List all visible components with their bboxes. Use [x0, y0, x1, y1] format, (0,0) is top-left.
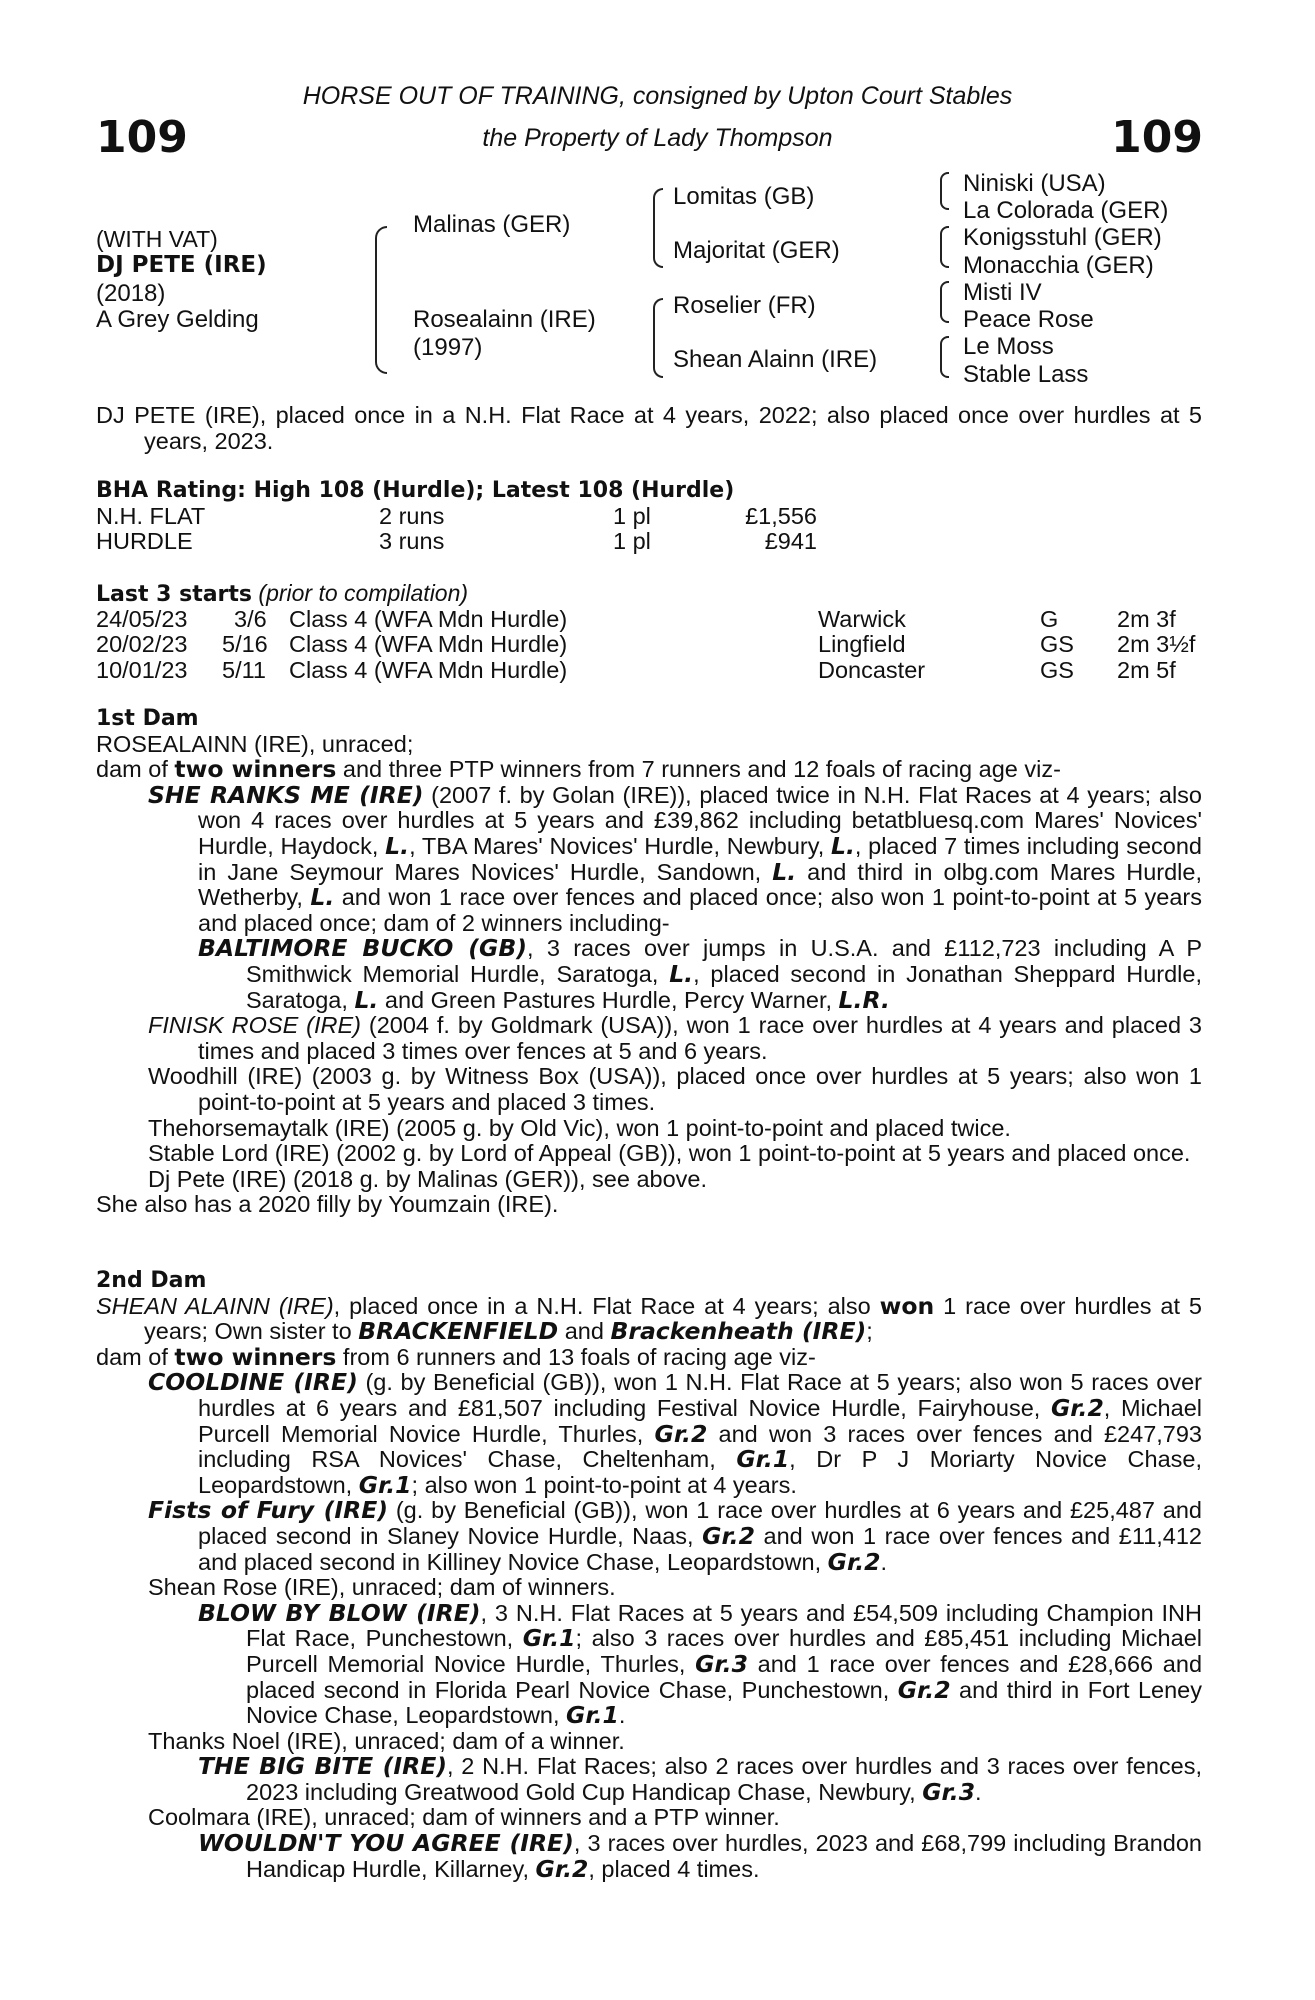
produce-thanks-noel: Thanks Noel (IRE), unraced; dam of a winner. — [148, 1727, 625, 1754]
start-distance: 2m 3½f — [1117, 631, 1196, 657]
produce-text: , 3 races over hurdles, 2023 and £68,799 including Brandon Handicap Hurdle, Killarney, — [246, 1830, 1202, 1882]
race-grade: L. — [772, 857, 797, 886]
start-going: GS — [1040, 657, 1074, 683]
pedigree-g3: Konigsstuhl (GER) — [963, 224, 1162, 251]
produce-baltimore-bucko — [198, 936, 1202, 1013]
rating-runs: 2 runs — [379, 503, 445, 529]
race-grade: Gr.2 — [827, 1547, 881, 1576]
first-dam-title: 1st Dam — [96, 706, 199, 731]
last-starts-note: (prior to compilation) — [258, 580, 469, 606]
pedigree-sire: Malinas (GER) — [413, 211, 571, 238]
produce-text: (2007 f. by Golan (IRE)), placed twice in N.H. Flat Races at 4 years; also won 4 races over hurdles at 5 years and £39,862 including betatbluesq.com Mares' Novices' Hurdle, Haydock, — [198, 781, 1202, 859]
pedigree-brace-g1 — [940, 172, 949, 210]
horse-name: DJ PETE (IRE) — [96, 252, 267, 278]
second-dam-section — [96, 1268, 1202, 1882]
race-grade: Gr.1 — [566, 1701, 619, 1730]
produce-fists-of-fury — [148, 1498, 1202, 1575]
produce-stable-lord: Stable Lord (IRE) (2002 g. by Lord of Appeal (GB)), won 1 point-to-point at 5 years and placed once. — [148, 1140, 1191, 1167]
race-grade: Gr.3 — [695, 1649, 748, 1678]
lot-number-right: 109 — [1111, 112, 1203, 163]
produce-wouldnt-you-agree — [198, 1831, 1202, 1882]
horse-name: BLOW BY BLOW (IRE) — [198, 1598, 481, 1627]
pedigree-g7: Le Moss — [963, 333, 1054, 360]
race-grade: Gr.1 — [358, 1470, 412, 1499]
race-grade: L. — [354, 985, 379, 1014]
race-grade: Gr.3 — [922, 1777, 976, 1806]
horse-year: (2018) — [96, 280, 166, 307]
summary — [96, 403, 1202, 454]
horse-name: BALTIMORE BUCKO (GB) — [198, 934, 527, 963]
produce-text: and third in Fort Leney Novice Chase, Leopardstown, — [246, 1676, 1202, 1729]
pedigree-brace-g3 — [940, 281, 949, 323]
produce-cooldine — [148, 1370, 1202, 1498]
race-grade: Gr.2 — [535, 1854, 589, 1883]
winners-count: two winners — [174, 755, 337, 784]
produce-text: , 3 races over jumps in U.S.A. and £112,723 including A P Smithwick Memorial Hurdle, Saratoga, — [246, 935, 1203, 987]
start-distance: 2m 3f — [1117, 606, 1176, 632]
produce-text: and 1 race over fences and £28,666 and placed second in Florida Pearl Novice Chase, Punchestown, — [246, 1650, 1203, 1703]
race-grade: L. — [385, 831, 410, 860]
first-dam-intro — [96, 757, 1202, 783]
produce-text: (g. by Beneficial (GB)), won 1 race over hurdles at 6 years and £25,487 and placed second in Slaney Novice Hurdle, Naas, — [198, 1497, 1202, 1549]
produce-text: ; — [866, 1318, 873, 1345]
pedigree-g1: Niniski (USA) — [963, 170, 1106, 197]
horse-name: SHE RANKS ME (IRE) — [148, 780, 424, 809]
produce-text: and won 1 race over fences and £11,412 and placed second in Killiney Novice Chase, Leopardstown, — [198, 1522, 1203, 1575]
intro-text: dam of — [96, 756, 175, 783]
horse-name: COOLDINE (IRE) — [148, 1368, 358, 1397]
start-course: Lingfield — [818, 631, 906, 657]
intro-text: from 6 runners and 13 foals of racing age viz- — [336, 1343, 816, 1370]
first-dam-also: She also has a 2020 filly by Youmzain (IRE). — [96, 1191, 559, 1218]
start-race: Class 4 (WFA Mdn Hurdle) — [289, 631, 568, 657]
produce-the-big-bite — [198, 1754, 1202, 1805]
produce-text: , placed 7 times including second in Jane Seymour Mares Novices' Hurdle, Sandown, — [198, 832, 1202, 885]
horse-name: Brackenheath (IRE) — [610, 1317, 867, 1346]
second-dam-title: 2nd Dam — [96, 1268, 207, 1293]
produce-text: , 3 N.H. Flat Races at 5 years and £54,509 including Champion INH Flat Race, Punchestown, — [246, 1599, 1202, 1652]
horse-name: FINISK ROSE (IRE) — [148, 1012, 361, 1039]
start-course: Warwick — [818, 606, 906, 632]
header-property: the Property of Lady Thompson — [482, 124, 833, 152]
produce-text: and won 1 race over fences and placed once; also won 1 point-to-point at 5 years and placed once; dam of 2 winners including- — [198, 884, 1202, 936]
vat-note: (WITH VAT) — [96, 226, 218, 252]
pedigree-dam: Rosealainn (IRE) — [413, 306, 596, 333]
produce-text: , TBA Mares' Novices' Hurdle, Newbury, — [409, 832, 831, 859]
rating-type: HURDLE — [96, 528, 193, 554]
produce-text: and won 3 races over fences and £247,793 including RSA Novices' Chase, Cheltenham, — [198, 1420, 1203, 1473]
produce-shean-rose: Shean Rose (IRE), unraced; dam of winners. — [148, 1574, 616, 1601]
pedigree-g4: Monacchia (GER) — [963, 252, 1154, 279]
race-grade: L. — [310, 883, 335, 912]
pedigree-brace-g4 — [940, 336, 949, 378]
pedigree-dam-dam: Shean Alainn (IRE) — [673, 346, 878, 373]
pedigree-brace-dam — [653, 298, 663, 378]
produce-text: . — [880, 1548, 888, 1575]
rating-prize: £941 — [764, 528, 817, 554]
produce-text: (2004 f. by Goldmark (USA)), won 1 race over hurdles at 4 years and placed 3 times and placed 3 times over fences at 5 and 6 years. — [198, 1012, 1203, 1064]
horse-name: BRACKENFIELD — [358, 1317, 559, 1346]
rating-runs: 3 runs — [379, 528, 445, 554]
produce-text: , Dr P J Moriarty Novice Chase, Leopardstown, — [198, 1446, 1203, 1498]
won-label: won — [879, 1291, 935, 1320]
race-grade: L. — [669, 959, 694, 988]
produce-text: , placed once in a N.H. Flat Race at 4 years; also — [333, 1292, 880, 1319]
intro-text: and three PTP winners from 7 runners and 12 foals of racing age viz- — [336, 756, 1061, 783]
produce-text: , placed 4 times. — [588, 1855, 760, 1882]
produce-finisk-rose — [148, 1013, 1202, 1064]
start-going: GS — [1040, 631, 1074, 657]
produce-text: ; also 3 races over hurdles and £85,451 including Michael Purcell Memorial Novice Hurdle, Thurles, — [246, 1625, 1202, 1677]
winners-count: two winners — [174, 1342, 337, 1371]
produce-blow-by-blow — [198, 1598, 1203, 1730]
produce-text: . — [618, 1702, 626, 1729]
produce-text: and Green Pastures Hurdle, Percy Warner, — [378, 986, 839, 1013]
race-grade: L.R. — [838, 985, 890, 1014]
horse-name: WOULDN'T YOU AGREE (IRE) — [198, 1829, 574, 1858]
start-position: 5/16 — [222, 631, 268, 657]
start-date: 20/02/23 — [96, 631, 188, 657]
race-grade: Gr.1 — [736, 1445, 790, 1474]
rating-type: N.H. FLAT — [96, 503, 206, 529]
start-date: 10/01/23 — [96, 657, 188, 683]
pedigree-sire-dam: Majoritat (GER) — [673, 237, 840, 264]
intro-text: dam of — [96, 1343, 175, 1370]
horse-name: Fists of Fury (IRE) — [148, 1496, 388, 1525]
produce-text: , placed second in Jonathan Sheppard Hurdle, Saratoga, — [246, 960, 1202, 1013]
pedigree-brace-g2 — [940, 226, 949, 268]
pedigree-sire-sire: Lomitas (GB) — [673, 183, 815, 210]
horse-name: THE BIG BITE (IRE) — [198, 1752, 447, 1781]
race-grade: Gr.2 — [897, 1675, 951, 1704]
rating-placed: 1 pl — [613, 528, 651, 554]
pedigree-g8: Stable Lass — [963, 361, 1089, 388]
last-starts-title: Last 3 starts — [96, 582, 253, 607]
pedigree-brace-sire — [653, 188, 663, 268]
produce-text: , Michael Purcell Memorial Novice Hurdle, Thurles, — [198, 1394, 1202, 1447]
summary-text: DJ PETE (IRE), placed once in a N.H. Flat Race at 4 years, 2022; also placed once over hurdles at 5 years, 2023. — [96, 402, 1202, 454]
pedigree-brace-main — [375, 226, 387, 374]
start-race: Class 4 (WFA Mdn Hurdle) — [289, 606, 568, 632]
produce-thehorsemaytalk: Thehorsemaytalk (IRE) (2005 g. by Old Vic), won 1 point-to-point and placed twice. — [148, 1114, 1011, 1141]
pedigree-g6: Peace Rose — [963, 306, 1094, 333]
lot-number-left: 109 — [96, 112, 188, 163]
start-course: Doncaster — [818, 657, 926, 683]
header-consignor: HORSE OUT OF TRAINING, consigned by Upton Court Stables — [302, 82, 1013, 110]
start-distance: 2m 5f — [1117, 657, 1176, 683]
produce-text: 1 race over hurdles at 5 years; Own sister to — [144, 1292, 1202, 1345]
produce-text: . — [975, 1778, 982, 1805]
produce-dj-pete: Dj Pete (IRE) (2018 g. by Malinas (GER)), see above. — [148, 1165, 707, 1192]
first-dam-section — [96, 706, 1202, 1218]
produce-text: and third in olbg.com Mares Hurdle, Wetherby, — [198, 858, 1202, 911]
race-grade: Gr.1 — [522, 1624, 576, 1653]
race-grade: Gr.2 — [1050, 1393, 1104, 1422]
start-going: G — [1040, 606, 1059, 632]
rating-placed: 1 pl — [613, 503, 651, 529]
start-position: 5/11 — [222, 657, 266, 683]
second-dam-name — [96, 1291, 1202, 1346]
last-starts-heading — [96, 580, 468, 607]
race-grade: Gr.2 — [654, 1419, 708, 1448]
rating-prize: £1,556 — [745, 503, 817, 529]
produce-text: ; also won 1 point-to-point at 4 years. — [411, 1471, 797, 1498]
race-grade: L. — [830, 831, 855, 860]
produce-text: , 2 N.H. Flat Races; also 2 races over hurdles and 3 races over fences, 2023 including Greatwood Gold Cup Handicap Chase, Newbury, — [246, 1753, 1202, 1805]
horse-description: A Grey Gelding — [96, 306, 259, 333]
produce-woodhill: Woodhill (IRE) (2003 g. by Witness Box (USA)), placed once over hurdles at 5 years; also won 1 point-to-point at 5 years and placed 3 times. — [148, 1063, 1202, 1115]
produce-text: and — [558, 1318, 611, 1345]
pedigree-g5: Misti IV — [963, 279, 1042, 306]
pedigree-dam-sire: Roselier (FR) — [673, 292, 816, 319]
pedigree-g2: La Colorada (GER) — [963, 197, 1169, 224]
produce-she-ranks-me — [148, 780, 1202, 937]
produce-coolmara: Coolmara (IRE), unraced; dam of winners and a PTP winner. — [148, 1804, 780, 1831]
start-position: 3/6 — [234, 606, 267, 632]
start-date: 24/05/23 — [96, 606, 188, 632]
horse-name: SHEAN ALAINN (IRE) — [96, 1292, 334, 1319]
pedigree-dam-year: (1997) — [413, 334, 483, 361]
second-dam-intro — [96, 1342, 1202, 1371]
produce-text: (g. by Beneficial (GB)), won 1 N.H. Flat Race at 5 years; also won 5 races over hurdles at 6 years and £81,507 including Festival Novice Hurdle, Fairyhouse, — [198, 1369, 1203, 1421]
race-grade: Gr.2 — [702, 1521, 755, 1550]
start-race: Class 4 (WFA Mdn Hurdle) — [289, 657, 568, 683]
first-dam-name: ROSEALAINN (IRE), unraced; — [96, 730, 414, 757]
rating-title: BHA Rating: High 108 (Hurdle); Latest 108 (Hurdle) — [96, 478, 735, 503]
